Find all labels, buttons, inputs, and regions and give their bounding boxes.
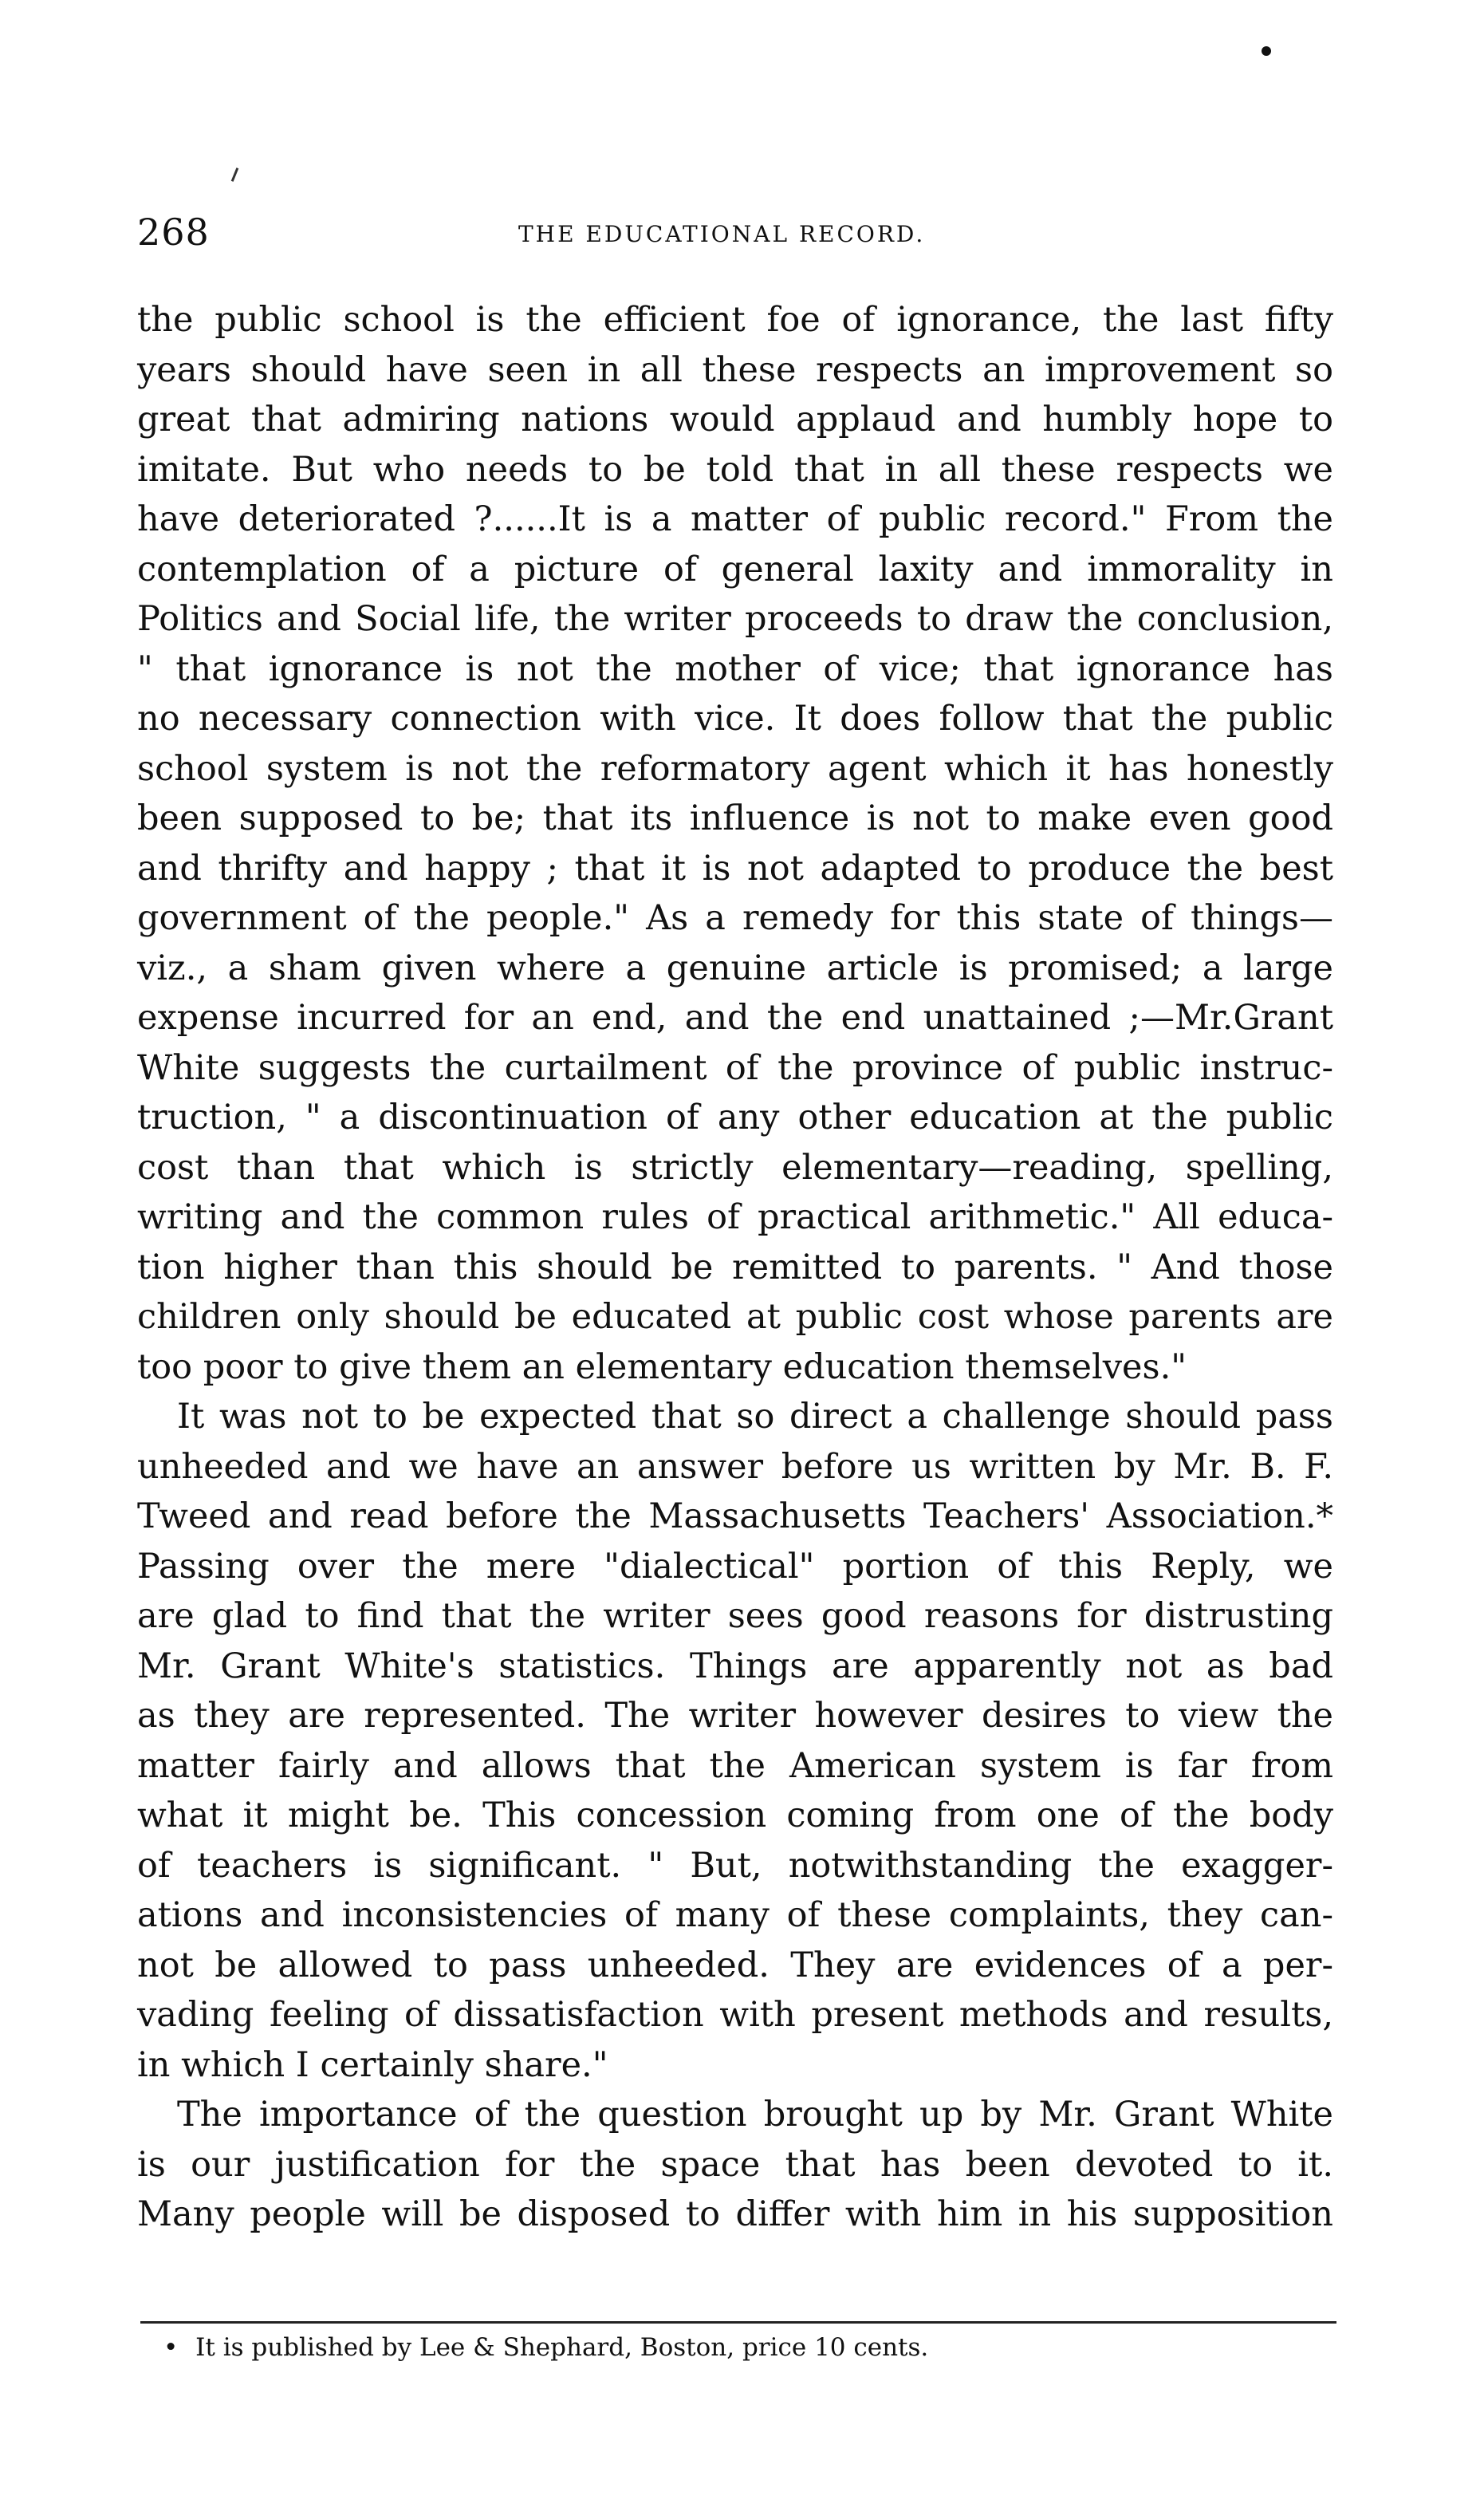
text-line: tion higher than this should be remitted to parents. " And those — [137, 1247, 1333, 1287]
text-line: have deteriorated ?......It is a matter of public record." From the — [137, 499, 1333, 539]
text-line: cost than that which is strictly elementary—reading, spelling, — [137, 1147, 1333, 1188]
footnote — [163, 2333, 929, 2362]
ink-tick-mark — [231, 168, 239, 182]
text-line: government of the people." As a remedy for this state of things— — [137, 898, 1333, 938]
ink-dot-mark — [1262, 46, 1271, 56]
footnote-divider — [140, 2321, 1336, 2324]
text-line: are glad to find that the writer sees good reasons for distrusting — [137, 1596, 1333, 1636]
text-line: no necessary connection with vice. It does follow that the public — [137, 699, 1333, 739]
text-line: years should have seen in all these respects an improvement so — [137, 349, 1333, 390]
text-line: White suggests the curtailment of the province of public instruc- — [137, 1047, 1333, 1088]
text-line: children only should be educated at public cost whose parents are — [137, 1297, 1333, 1337]
text-line: school system is not the reformatory agent which it has honestly — [137, 748, 1333, 789]
text-line: the public school is the efficient foe of ignorance, the last fifty — [137, 300, 1333, 340]
text-line: viz., a sham given where a genuine article is promised; a large — [137, 948, 1333, 988]
text-line: vading feeling of dissatisfaction with present methods and results, — [137, 1995, 1333, 2035]
text-line: Tweed and read before the Massachusetts Teachers' Association.* — [137, 1496, 1333, 1536]
text-line: Passing over the mere "dialectical" portion of this Reply, we — [137, 1546, 1333, 1587]
text-line: matter fairly and allows that the American system is far from — [137, 1745, 1333, 1786]
text-line: not be allowed to pass unheeded. They are evidences of a per- — [137, 1945, 1333, 1985]
text-line: unheeded and we have an answer before us written by Mr. B. F. — [137, 1446, 1333, 1487]
text-line: imitate. But who needs to be told that in all these respects we — [137, 449, 1333, 490]
text-line: truction, " a discontinuation of any other education at the public — [137, 1098, 1333, 1137]
text-line: and thrifty and happy ; that it is not adapted to produce the best — [137, 848, 1333, 889]
text-line: The importance of the question brought up by Mr. Grant White — [177, 2095, 1333, 2135]
text-line: contemplation of a picture of general laxity and immorality in — [137, 549, 1333, 589]
text-line: writing and the common rules of practical arithmetic." All educa- — [137, 1197, 1333, 1237]
footnote-mark: • — [163, 2333, 179, 2362]
text-line: too poor to give them an elementary education themselves." — [137, 1346, 1187, 1387]
text-line: It was not to be expected that so direct a challenge should pass — [177, 1397, 1333, 1437]
page-number: 268 — [137, 211, 210, 254]
text-line: Mr. Grant White's statistics. Things are apparently not as bad — [137, 1646, 1333, 1686]
text-line: Many people will be disposed to differ with him in his supposition — [137, 2194, 1333, 2234]
text-line: ations and inconsistencies of many of these complaints, they can- — [137, 1895, 1333, 1935]
text-line: what it might be. This concession coming from one of the body — [137, 1796, 1333, 1835]
page-header — [137, 211, 1357, 270]
text-line: " that ignorance is not the mother of vice; that ignorance has — [137, 648, 1333, 689]
text-line: expense incurred for an end, and the end unattained ;—Mr.Grant — [137, 998, 1333, 1038]
text-line: been supposed to be; that its influence is not to make even good — [137, 798, 1333, 838]
text-line: as they are represented. The writer however desires to view the — [137, 1696, 1333, 1736]
footnote-text: It is published by Lee & Shephard, Boston, price 10 cents. — [195, 2333, 929, 2362]
text-line: of teachers is significant. " But, notwithstanding the exagger- — [137, 1845, 1333, 1886]
text-line: in which I certainly share." — [137, 2044, 608, 2085]
text-line: great that admiring nations would applaud and humbly hope to — [137, 400, 1333, 440]
running-head: THE EDUCATIONAL RECORD. — [518, 221, 926, 247]
body-text — [137, 295, 1333, 2240]
text-line: Politics and Social life, the writer proceeds to draw the conclusion, — [137, 599, 1333, 639]
text-line: is our justification for the space that has been devoted to it. — [137, 2144, 1333, 2185]
